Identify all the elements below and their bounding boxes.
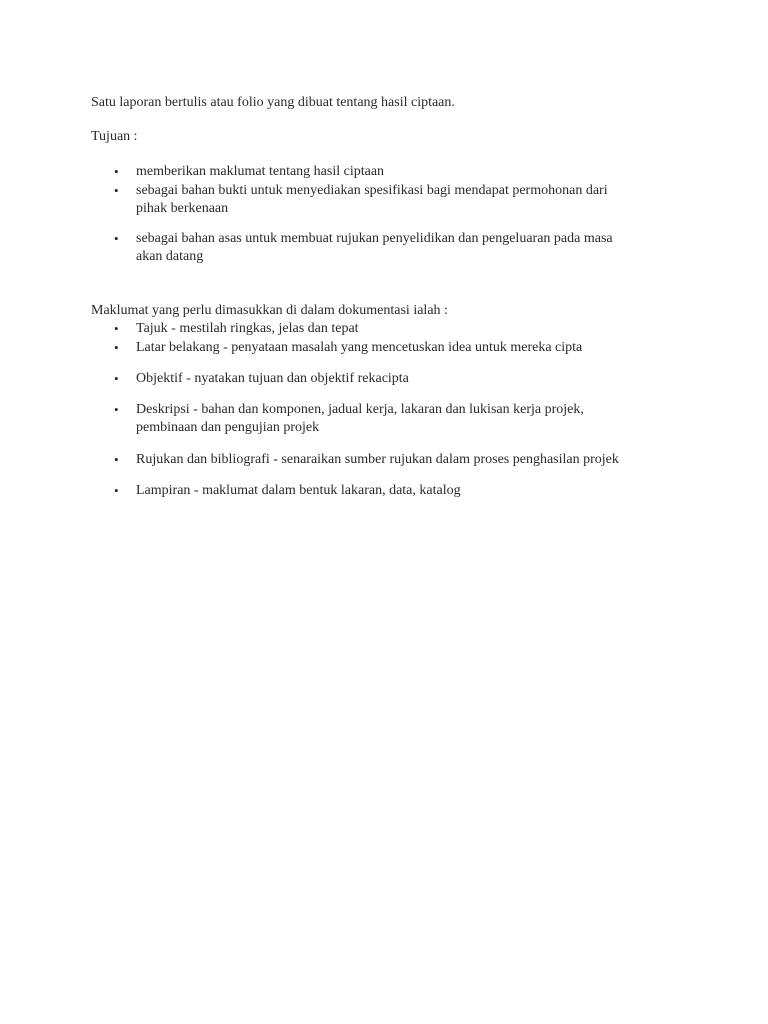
- list-item-text-continuation: pembinaan dan pengujian projek: [136, 420, 320, 435]
- maklumat-heading: Maklumat yang perlu dimasukkan di dalam dokumentasi ialah :: [91, 303, 448, 318]
- bullet-icon: •: [114, 483, 119, 498]
- list-item-text: memberikan maklumat tentang hasil ciptaan: [136, 164, 385, 179]
- bullet-icon: •: [114, 231, 119, 246]
- list-item-text-continuation: pihak berkenaan: [136, 201, 229, 216]
- list-item-text: Objektif - nyatakan tujuan dan objektif rekacipta: [136, 371, 409, 386]
- list-item-text: Rujukan dan bibliografi - senaraikan sumber rujukan dalam proses penghasilan projek: [136, 452, 619, 467]
- tujuan-heading: Tujuan :: [91, 129, 138, 144]
- intro-paragraph: Satu laporan bertulis atau folio yang dibuat tentang hasil ciptaan.: [91, 95, 455, 110]
- bullet-icon: •: [114, 402, 119, 417]
- bullet-icon: •: [114, 183, 119, 198]
- list-item-text: sebagai bahan bukti untuk menyediakan spesifikasi bagi mendapat permohonan dari: [136, 183, 608, 198]
- list-item-text: Deskripsi - bahan dan komponen, jadual kerja, lakaran dan lukisan kerja projek,: [136, 402, 584, 417]
- bullet-icon: •: [114, 371, 119, 386]
- list-item-text: Lampiran - maklumat dalam bentuk lakaran, data, katalog: [136, 483, 461, 498]
- bullet-icon: •: [114, 164, 119, 179]
- bullet-icon: •: [114, 452, 119, 467]
- list-item-text: Tajuk - mestilah ringkas, jelas dan tepat: [136, 321, 359, 336]
- list-item-text: Latar belakang - penyataan masalah yang mencetuskan idea untuk mereka cipta: [136, 340, 583, 355]
- list-item-text: sebagai bahan asas untuk membuat rujukan penyelidikan dan pengeluaran pada masa: [136, 231, 613, 246]
- list-item-text-continuation: akan datang: [136, 249, 204, 264]
- bullet-icon: •: [114, 340, 119, 355]
- bullet-icon: •: [114, 321, 119, 336]
